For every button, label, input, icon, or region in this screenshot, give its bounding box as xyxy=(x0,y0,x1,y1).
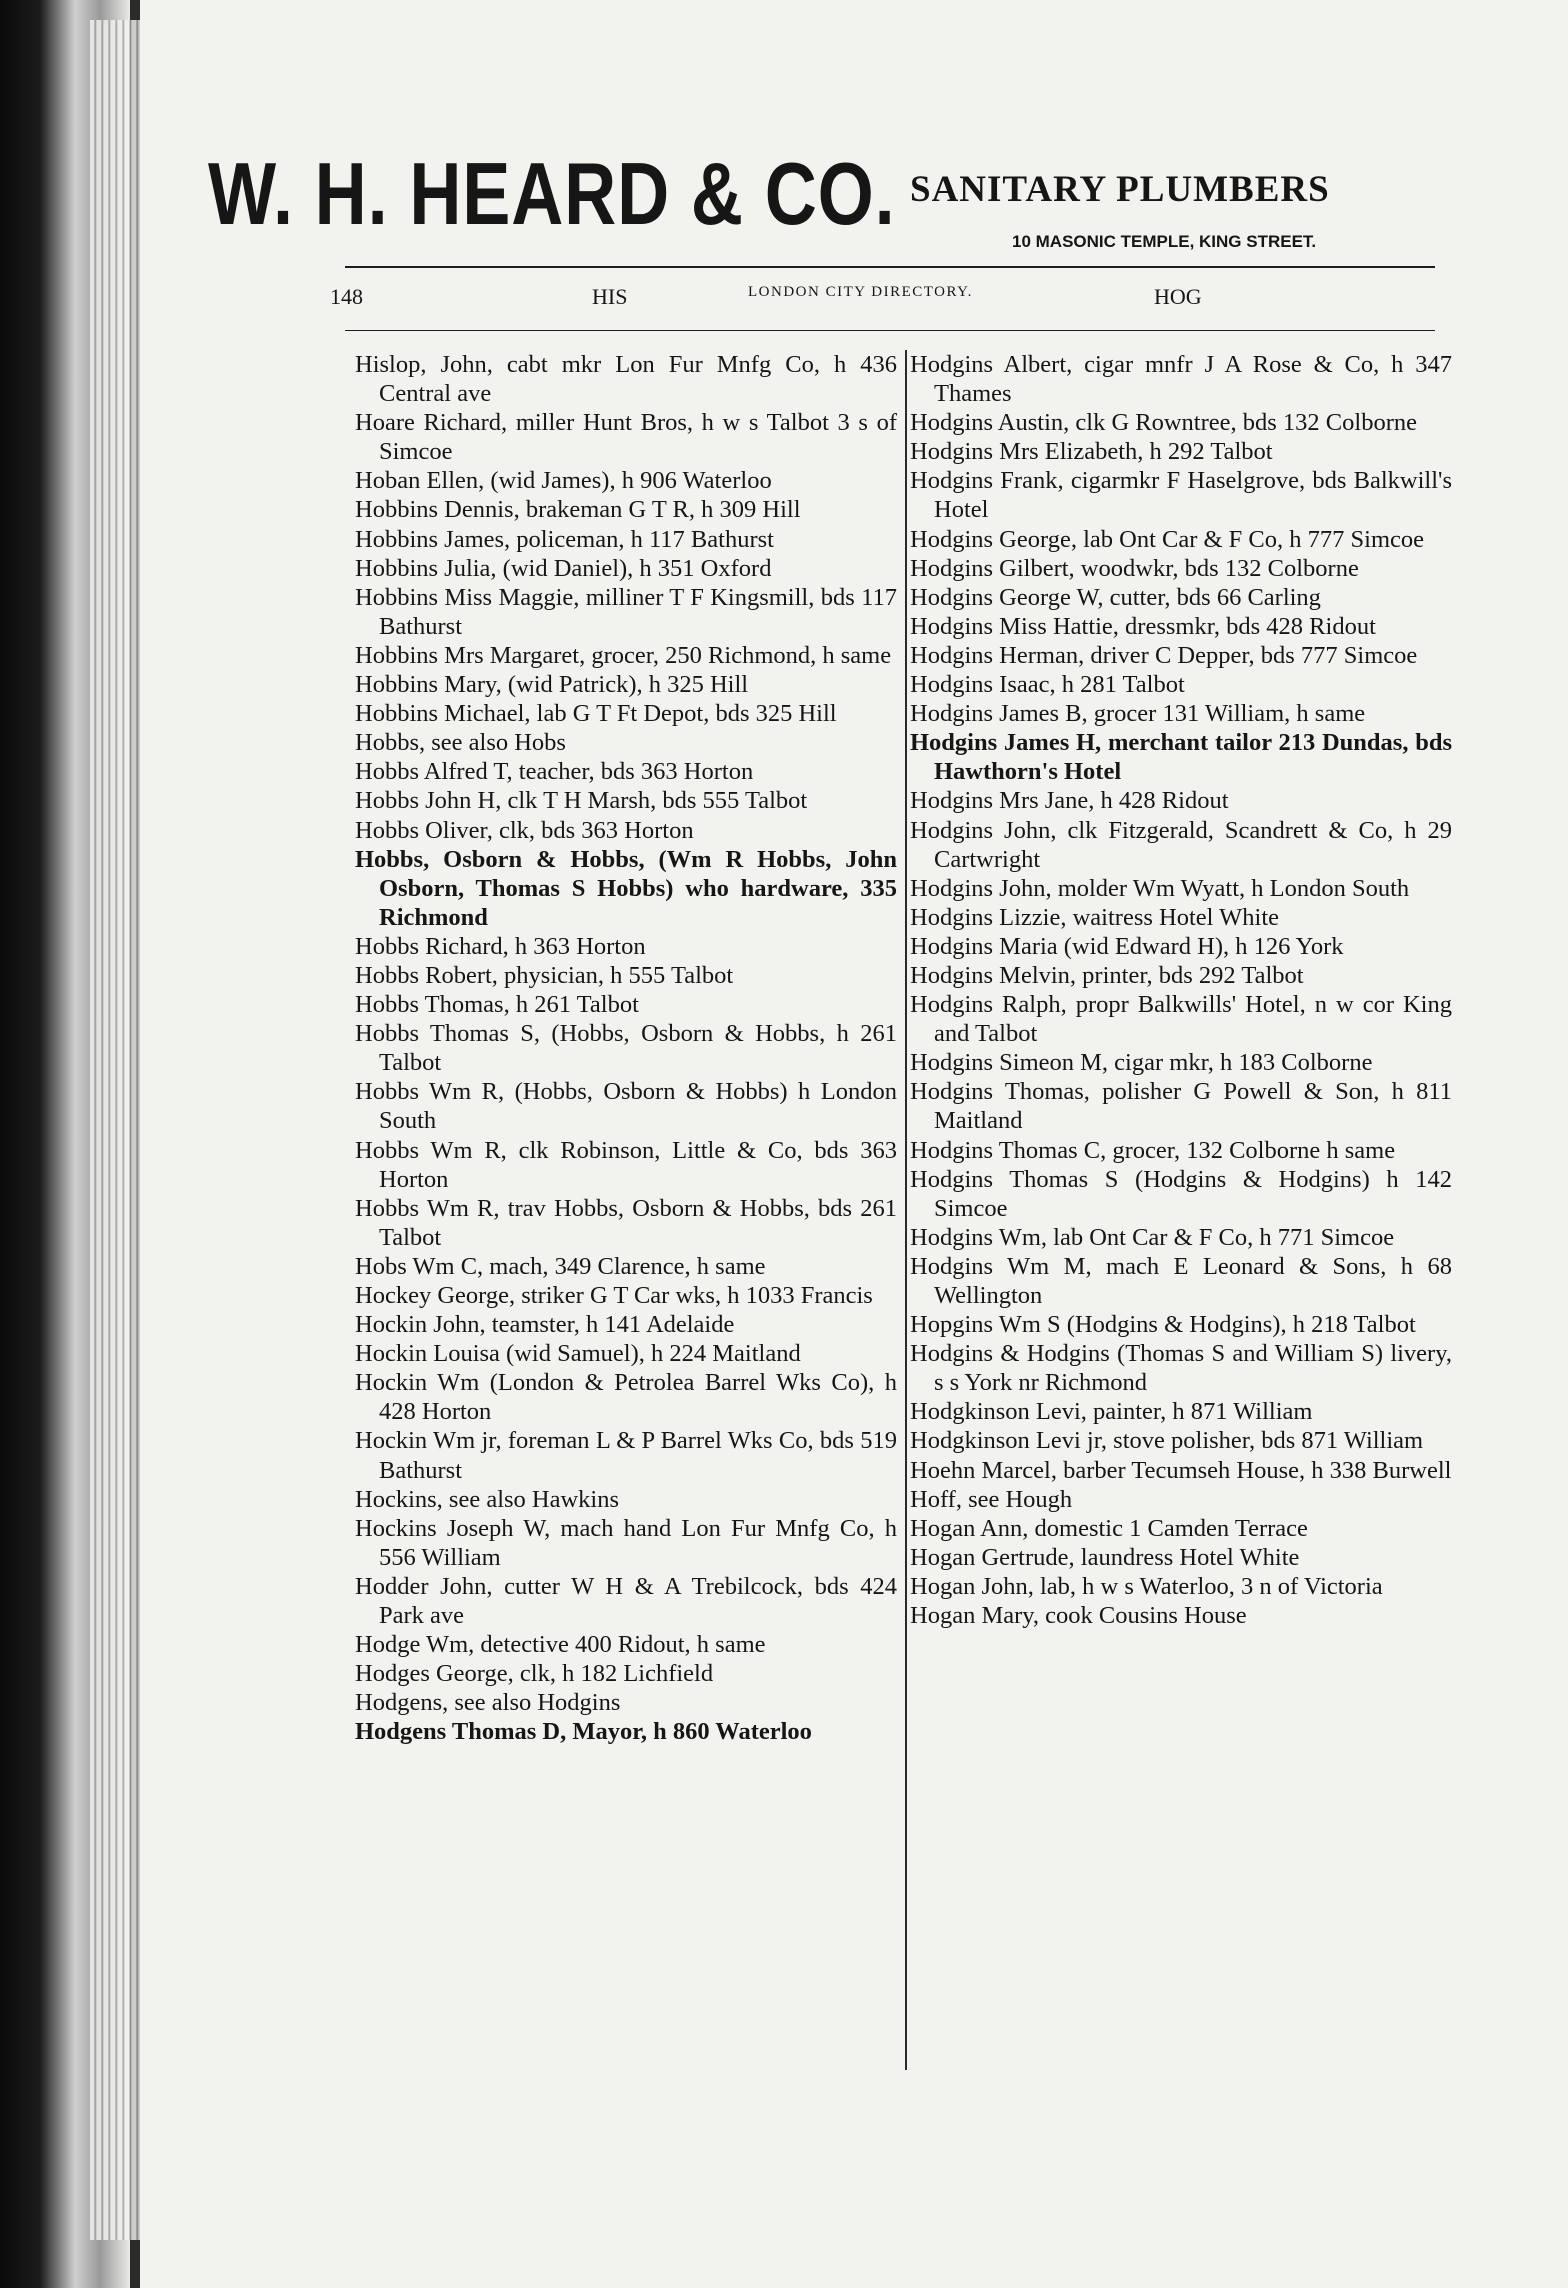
directory-entry: Hodgins Mrs Elizabeth, h 292 Talbot xyxy=(910,438,1273,466)
running-head xyxy=(330,284,1440,314)
directory-entry: Hodgins George W, cutter, bds 66 Carling xyxy=(910,583,1321,611)
directory-entry: Hobbins James, policeman, h 117 Bathurst xyxy=(355,525,774,553)
advertisement-trade: SANITARY PLUMBERS xyxy=(910,169,1330,210)
directory-entry: Hogan Ann, domestic 1 Camden Terrace xyxy=(910,1514,1308,1542)
running-head-from-word: HIS xyxy=(592,284,628,309)
directory-entry: Hockey George, striker G T Car wks, h 1033 Francis xyxy=(355,1282,873,1309)
directory-entry: Hoban Ellen, (wid James), h 906 Waterloo xyxy=(355,467,772,495)
directory-entry: Hockins Joseph W, mach hand Lon Fur Mnfg Co, h 556 William xyxy=(355,1514,897,1571)
directory-entry: Hockins, see also Hawkins xyxy=(355,1485,620,1513)
directory-entry: Hobbins Dennis, brakeman G T R, h 309 Hill xyxy=(355,496,801,524)
directory-entry: Hodgins John, molder Wm Wyatt, h London South xyxy=(910,874,1410,902)
directory-entry: Hodgins Frank, cigarmkr F Haselgrove, bds Balkwill's Hotel xyxy=(910,467,1452,524)
directory-entry: Hoare Richard, miller Hunt Bros, h w s Talbot 3 s of Simcoe xyxy=(355,409,897,466)
directory-entry: Hodgins Isaac, h 281 Talbot xyxy=(910,671,1185,699)
directory-entry: Hodder John, cutter W H & A Trebilcock, bds 424 Park ave xyxy=(355,1572,897,1630)
left-column xyxy=(355,350,897,1747)
directory-entry: Hobbs Robert, physician, h 555 Talbot xyxy=(355,961,734,989)
directory-entry: Hockin Wm (London & Petrolea Barrel Wks Co), h 428 Horton xyxy=(355,1369,897,1426)
directory-entry: Hoehn Marcel, barber Tecumseh House, h 338 Burwell xyxy=(910,1456,1452,1484)
directory-entry: Hodgins John, clk Fitzgerald, Scandrett & Co, h 29 Cartwright xyxy=(910,816,1452,873)
directory-entry: Hogan Mary, cook Cousins House xyxy=(910,1602,1247,1630)
directory-entry: Hockin Louisa (wid Samuel), h 224 Maitland xyxy=(355,1340,801,1368)
directory-entry: Hislop, John, cabt mkr Lon Fur Mnfg Co, h 436 Central ave xyxy=(355,351,897,408)
directory-entry: Hogan John, lab, h w s Waterloo, 3 n of Victoria xyxy=(910,1572,1383,1600)
directory-entry: Hockin Wm jr, foreman L & P Barrel Wks Co, bds 519 Bathurst xyxy=(355,1427,897,1484)
directory-entry: Hodgins Wm M, mach E Leonard & Sons, h 68 Wellington xyxy=(910,1252,1452,1309)
column-divider xyxy=(905,350,907,2070)
directory-entry: Hobbs, Osborn & Hobbs, (Wm R Hobbs, John Osborn, Thomas S Hobbs) who hardware, 335 Richmond xyxy=(355,845,897,931)
directory-entry: Hobbins Julia, (wid Daniel), h 351 Oxford xyxy=(355,554,772,582)
directory-entry: Hobbs Richard, h 363 Horton xyxy=(355,932,646,960)
directory-entry: Hobbs Thomas, h 261 Talbot xyxy=(355,991,639,1019)
directory-entry: Hobbs Wm R, clk Robinson, Little & Co, bds 363 Horton xyxy=(355,1136,897,1193)
directory-entry: Hodgins Simeon M, cigar mkr, h 183 Colborne xyxy=(910,1049,1373,1077)
directory-entry: Hodgkinson Levi, painter, h 871 William xyxy=(910,1398,1313,1426)
directory-entry: Hodgins Lizzie, waitress Hotel White xyxy=(910,903,1279,931)
directory-entry: Hodgens Thomas D, Mayor, h 860 Waterloo xyxy=(355,1718,812,1746)
directory-entry: Hodgins Maria (wid Edward H), h 126 York xyxy=(910,932,1344,960)
directory-entry: Hodgins Gilbert, woodwkr, bds 132 Colborne xyxy=(910,554,1359,582)
directory-entry: Hoff, see Hough xyxy=(910,1485,1073,1513)
advertisement-firm-name: W. H. HEARD & CO. xyxy=(208,144,896,243)
directory-entry: Hodgins Wm, lab Ont Car & F Co, h 771 Simcoe xyxy=(910,1223,1395,1251)
directory-entry: Hodgins Thomas, polisher G Powell & Son, h 811 Maitland xyxy=(910,1078,1452,1135)
running-head-to-word: HOG xyxy=(1154,284,1202,309)
directory-entry: Hodgins Austin, clk G Rowntree, bds 132 Colborne xyxy=(910,409,1417,437)
directory-entry: Hodgkinson Levi jr, stove polisher, bds 871 William xyxy=(910,1427,1424,1455)
directory-entry: Hodgins Mrs Jane, h 428 Ridout xyxy=(910,787,1229,815)
directory-entry: Hodges George, clk, h 182 Lichfield xyxy=(355,1660,714,1688)
running-head-title: LONDON CITY DIRECTORY. xyxy=(748,284,973,300)
advertisement-address: 10 MASONIC TEMPLE, KING STREET. xyxy=(1012,232,1317,251)
directory-entry: Hobbins Mary, (wid Patrick), h 325 Hill xyxy=(355,671,749,699)
directory-entry: Hobbins Miss Maggie, milliner T F Kingsmill, bds 117 Bathurst xyxy=(355,583,897,640)
directory-entry: Hobs Wm C, mach, 349 Clarence, h same xyxy=(355,1252,766,1280)
directory-entry: Hodgins James H, merchant tailor 213 Dundas, bds Hawthorn's Hotel xyxy=(910,729,1452,786)
directory-entry: Hobbs, see also Hobs xyxy=(355,729,566,757)
directory-entry: Hodgins Miss Hattie, dressmkr, bds 428 Ridout xyxy=(910,612,1376,640)
directory-entry: Hodgins Herman, driver C Depper, bds 777 Simcoe xyxy=(910,641,1418,669)
header-rule-bottom xyxy=(345,330,1435,331)
directory-entry: Hobbs Wm R, (Hobbs, Osborn & Hobbs) h London South xyxy=(355,1078,897,1135)
directory-entry: Hobbs Oliver, clk, bds 363 Horton xyxy=(355,816,694,844)
directory-entry: Hodgins Ralph, propr Balkwills' Hotel, n w cor King and Talbot xyxy=(910,991,1452,1048)
right-column xyxy=(910,350,1452,1630)
directory-entry: Hodgins Thomas S (Hodgins & Hodgins) h 142 Simcoe xyxy=(910,1165,1452,1222)
directory-entry: Hobbins Michael, lab G T Ft Depot, bds 325 Hill xyxy=(355,700,837,728)
directory-entry: Hodgens, see also Hodgins xyxy=(355,1689,621,1717)
directory-entry: Hodgins Melvin, printer, bds 292 Talbot xyxy=(910,961,1304,989)
directory-entry: Hodgins Albert, cigar mnfr J A Rose & Co, h 347 Thames xyxy=(910,351,1452,408)
directory-entry: Hobbs Alfred T, teacher, bds 363 Horton xyxy=(355,758,754,786)
directory-entry: Hodgins Thomas C, grocer, 132 Colborne h same xyxy=(910,1136,1396,1164)
header-rule-top xyxy=(345,266,1435,268)
directory-entry: Hobbs Wm R, trav Hobbs, Osborn & Hobbs, bds 261 Talbot xyxy=(355,1194,897,1251)
page-number: 148 xyxy=(330,284,363,309)
directory-entry: Hogan Gertrude, laundress Hotel White xyxy=(910,1543,1300,1571)
directory-entry: Hobbs John H, clk T H Marsh, bds 555 Talbot xyxy=(355,787,808,815)
directory-entry: Hockin John, teamster, h 141 Adelaide xyxy=(355,1311,735,1339)
directory-entry: Hobbs Thomas S, (Hobbs, Osborn & Hobbs, h 261 Talbot xyxy=(355,1020,897,1077)
directory-entry: Hopgins Wm S (Hodgins & Hodgins), h 218 Talbot xyxy=(910,1311,1416,1339)
directory-entry: Hodge Wm, detective 400 Ridout, h same xyxy=(355,1631,766,1659)
directory-entry: Hodgins George, lab Ont Car & F Co, h 777 Simcoe xyxy=(910,525,1425,553)
directory-entry: Hobbins Mrs Margaret, grocer, 250 Richmond, h same xyxy=(355,641,892,669)
directory-entry: Hodgins James B, grocer 131 William, h same xyxy=(910,700,1366,728)
directory-entry: Hodgins & Hodgins (Thomas S and William S) livery, s s York nr Richmond xyxy=(910,1340,1452,1397)
